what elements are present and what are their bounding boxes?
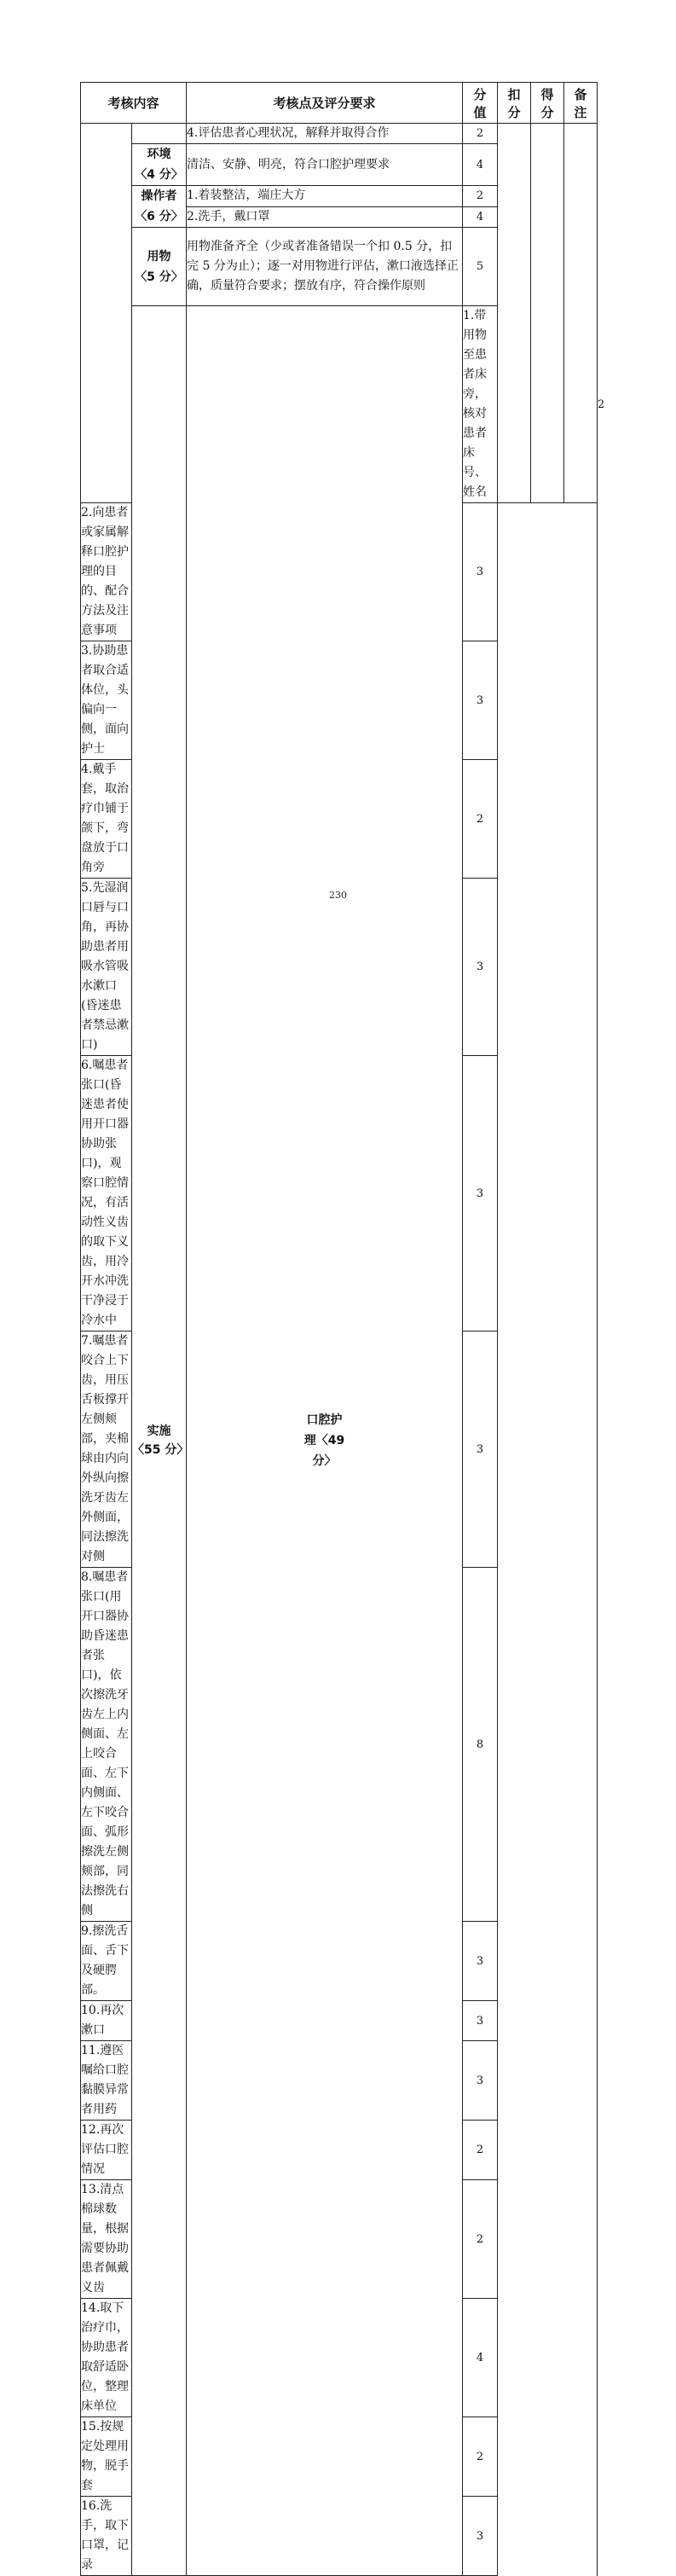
- requirement-cell: 10.再次漱口: [81, 2001, 132, 2041]
- value-cell: 3: [463, 2497, 498, 2576]
- requirement-cell: 3.协助患者取合适体位，头偏向一侧，面向护士: [81, 641, 132, 760]
- env-label: 环境 〈4 分〉: [132, 144, 187, 186]
- requirement-cell: 用物准备齐全（少或者准备错误一个扣 0.5 分，扣完 5 分为止）；逐一对用物进行评估，漱口液选择正确，质量符合要求；摆放有序，符合操作原则: [187, 228, 463, 306]
- requirement-cell: 4.戴手套，取治疗巾铺于颌下，弯盘放于口角旁: [81, 760, 132, 879]
- impl-section-label: 实施 〈55 分〉: [132, 306, 187, 2576]
- value-cell: 3: [463, 641, 498, 760]
- value-cell: 4: [463, 144, 498, 186]
- header-remark: [564, 83, 598, 124]
- value-cell: 2: [463, 2417, 498, 2497]
- supplies-label: 用物 〈5 分〉: [132, 228, 187, 306]
- header-label: 分 值: [473, 86, 487, 120]
- value-cell: 3: [463, 2041, 498, 2121]
- requirement-cell: 4.评估患者心理状况，解释并取得合作: [187, 124, 463, 144]
- score-cell: [531, 124, 564, 503]
- requirement-cell: 8.嘱患者张口(用开口器协助昏迷患者张口)，依次擦洗牙齿左上内侧面、左上咬合面、左下内侧面、左下咬合面、弧形擦洗左侧颊部，同法擦洗右侧: [81, 1568, 132, 1922]
- requirement-cell: 6.嘱患者张口(昏迷患者使用开口器协助张口)，观察口腔情况，有活动性义齿的取下义齿，用冷开水冲洗干净浸于冷水中: [81, 1056, 132, 1332]
- deduct-cell: [498, 124, 531, 503]
- requirement-cell: 9.擦洗舌面、舌下及硬腭部。: [81, 1922, 132, 2001]
- header-requirements: 考核点及评分要求: [187, 83, 463, 124]
- requirement-cell: 11.遵医嘱给口腔黏膜异常者用药: [81, 2041, 132, 2121]
- header-content: 考核内容: [81, 83, 187, 124]
- value-cell: 3: [463, 1332, 498, 1568]
- table-header-row: [81, 83, 598, 124]
- remark-cell: [564, 124, 598, 503]
- requirement-cell: 1.带用物至患者床旁，核对患者床号、姓名: [463, 306, 498, 503]
- requirement-cell: 清洁、安静、明亮，符合口腔护理要求: [187, 144, 463, 186]
- value-cell: 3: [463, 879, 498, 1056]
- value-cell: 8: [463, 1568, 498, 1922]
- requirement-cell: 7.嘱患者咬合上下齿，用压舌板撑开左侧颊部，夹棉球由内向外纵向擦洗牙齿左外侧面，同法擦洗对侧: [81, 1332, 132, 1568]
- value-cell: 2: [463, 124, 498, 144]
- requirement-cell: 12.再次评估口腔情况: [81, 2121, 132, 2180]
- value-cell: 4: [463, 206, 498, 228]
- value-cell: 2: [463, 760, 498, 879]
- value-cell: 2: [463, 186, 498, 207]
- header-label: 得 分: [540, 86, 554, 120]
- requirement-cell: 15.按规定处理用物，脱手套: [81, 2417, 132, 2497]
- prep-section-cell: [81, 124, 132, 503]
- value-cell: 2: [463, 2180, 498, 2299]
- header-value: [463, 83, 498, 124]
- requirement-cell: 2.洗手，戴口罩: [187, 206, 463, 228]
- header-label: 扣 分: [507, 86, 521, 120]
- value-cell: 3: [463, 2001, 498, 2041]
- prep-subcell-empty: [132, 124, 187, 144]
- header-score: [531, 83, 564, 124]
- value-cell: 3: [463, 503, 498, 641]
- scoring-table: [80, 82, 605, 2576]
- value-cell: 4: [463, 2299, 498, 2417]
- table-row: 实施 〈55 分〉 口腔护 理〈49 分〉 1.带用物至患者床旁，核对患者床号、姓名 2: [81, 306, 598, 503]
- operator-label: 操作者 〈6 分〉: [132, 186, 187, 228]
- requirement-cell: 2.向患者或家属解释口腔护理的目的、配合方法及注意事项: [81, 503, 132, 641]
- value-cell: 3: [463, 1056, 498, 1332]
- requirement-cell: 16.洗手，取下口罩，记录: [81, 2497, 132, 2576]
- value-cell: 2: [463, 2121, 498, 2180]
- header-label: 备 注: [574, 86, 587, 120]
- value-cell: 5: [463, 228, 498, 306]
- header-deduct: [498, 83, 531, 124]
- table-row: [81, 124, 598, 144]
- requirement-cell: 14.取下治疗巾，协助患者取舒适卧位，整理床单位: [81, 2299, 132, 2417]
- requirement-cell: 1.着装整洁，端庄大方: [187, 186, 463, 207]
- impl-sub-label: 口腔护 理〈49 分〉: [187, 306, 463, 2576]
- requirement-cell: 5.先湿润口唇与口角，再协助患者用吸水管吸水漱口 (昏迷患者禁忌漱口): [81, 879, 132, 1056]
- page-number: 230: [329, 890, 347, 901]
- value-cell: 3: [463, 1922, 498, 2001]
- requirement-cell: 13.清点棉球数量，根据需要协助患者佩戴义齿: [81, 2180, 132, 2299]
